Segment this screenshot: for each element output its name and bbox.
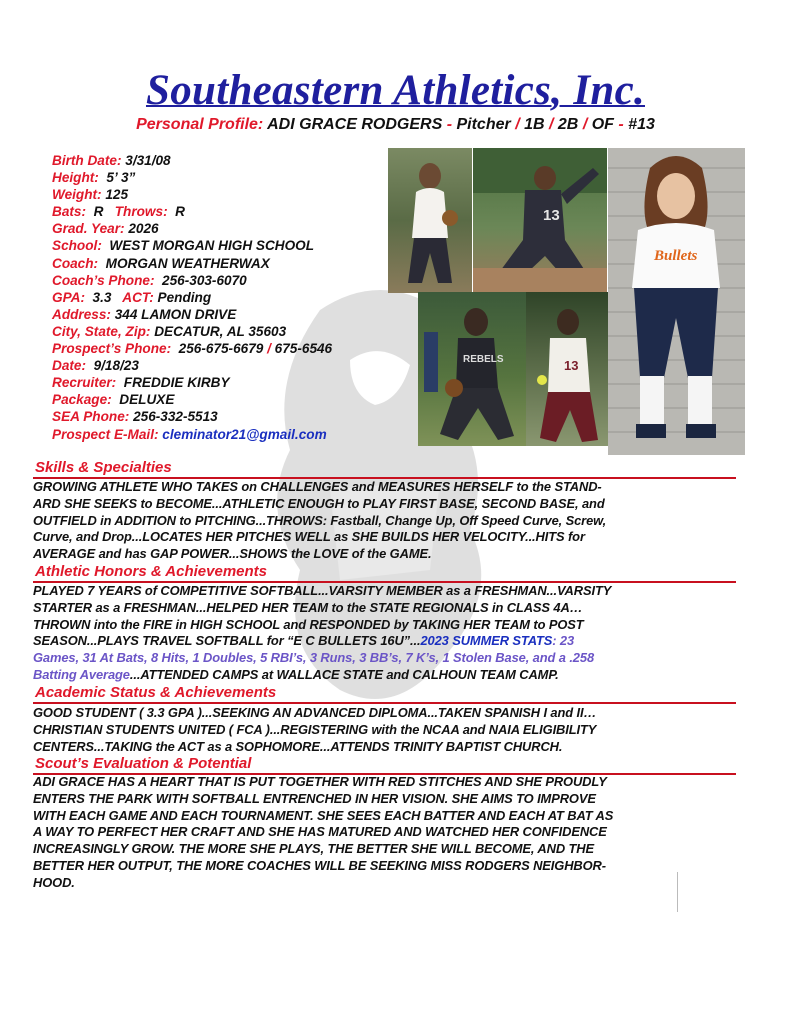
position-1b: 1B [524,116,545,133]
recruiter-row: Recruiter: FREDDIE KIRBY [52,375,230,391]
page-title: Southeastern Athletics, Inc. [145,67,645,114]
academic-heading: Academic Status & Achievements [35,684,277,701]
photo-pitching-delivery [473,148,607,293]
profile-info [52,152,332,443]
photo-pitching-stance [388,148,472,293]
email-row[interactable]: Prospect E-Mail: cleminator21@gmail.com [52,426,327,442]
photo-portrait [608,148,745,455]
coach-phone-row: Coach’s Phone: 256-303-6070 [52,272,247,288]
skills-body: GROWING ATHLETE WHO TAKES on CHALLENGES and MEASURES HERSELF to the STAND- ARD SHE SEEKS to BECOME...ATHLETIC ENOUGH to PLAY FIRST BASE, SECOND BASE, and OUTFIELD in ADDITION to PITCHING...THROWS: Fastball, Change Up, Off Speed Curve, Screw, Curve, and Drop...LOCATES HER PITCHES WELL as SHE BUILDS HER VELOCITY...HITS for AVERAGE and has GAP POWER...SHOWS the LOVE of the GAME. [33,479,607,562]
profile-label: Personal Profile: [136,116,264,133]
scout-heading: Scout’s Evaluation & Potential [35,755,252,772]
jersey-text-rebels: REBELS [463,354,504,365]
weight-row: Weight: 125 [52,187,129,203]
email-link[interactable]: cleminator21@gmail.com [162,426,327,442]
grad-year-row: Grad. Year: 2026 [52,221,159,237]
athletic-body: PLAYED 7 YEARS of COMPETITIVE SOFTBALL...VARSITY MEMBER as a FRESHMAN...VARSITY STARTER as a FRESHMAN...HELPED HER TEAM to the STATE REGIONALS in CLASS 4A… THROWN into the FIRE in HIGH SCHOOL and RESPONDED by TAKING HER TEAM to POST SEASON...PLAYS TRAVEL SOFTBALL for “E C BULLETS 16U”...2023 SUMMER STATS: 23 Games, 31 At Bats, 8 Hits, 1 Doubles, 5 RBI’s, 3 Runs, 3 BB’s, 7 K’s, 1 Stolen Base, and a .258 Batting Average...ATTENDED CAMPS at WALLACE STATE and CALHOUN TEAM CAMP. [33,583,745,684]
gpa-act-row: GPA: 3.3 ACT: Pending [52,289,212,305]
athletic-heading: Athletic Honors & Achievements [35,563,267,580]
date-row: Date: 9/18/23 [52,358,139,374]
position-2b: 2B [557,116,579,133]
address-row: Address: 344 LAMON DRIVE [52,306,237,322]
academic-divider [33,702,736,704]
coach-row: Coach: MORGAN WEATHERWAX [52,255,270,271]
photo-fielding-ready [418,292,526,446]
jersey-number: #13 [628,116,655,133]
school-row: School: WEST MORGAN HIGH SCHOOL [52,238,315,254]
package-row: Package: DELUXE [52,392,175,408]
jersey-number-13: 13 [543,207,560,224]
scout-body: ADI GRACE HAS A HEART THAT IS PUT TOGETHER WITH RED STITCHES AND SHE PROUDLY ENTERS THE PARK WITH SOFTBALL ENTRENCHED IN HER VISION. SHE AIMS TO IMPROVE WITH EACH GAME AND EACH TOURNAMENT. SHE SEES EACH BATTER AND EACH AT BAT AS A WAY TO PERFECT HER CRAFT AND SHE HAS MATURED AND WATCHED HER CONFIDENCE INCREASINGLY GROW. THE MORE SHE PLAYS, THE BETTER SHE WILL BECOME, AND THE BETTER HER OUTPUT, THE MORE COACHES WILL BE SEEKING MISS RODGERS NEIGHBOR- HOOD. [33,774,614,890]
summer-stats-line: Games, 31 At Bats, 8 Hits, 1 Doubles, 5 RBI’s, 3 Runs, 3 BB’s, 7 K’s, 1 Stolen Base, and a .258 [33,650,595,666]
personal-profile-line: Personal Profile: ADI GRACE RODGERS - Pitcher / 1B / 2B / OF - #13 [136,116,655,133]
height-row: Height: 5’ 3” [52,170,136,186]
academic-body: GOOD STUDENT ( 3.3 GPA )...SEEKING AN ADVANCED DIPLOMA...TAKEN SPANISH I and II… CHRISTIAN STUDENTS UNITED ( FCA )...REGISTERING with the NCAA and NAIA ELIGIBILITY CENTERS...TAKING the ACT as a SOPHOMORE...ATTENDS TRINITY BAPTIST CHURCH. [33,705,597,754]
city-row: City, State, Zip: DECATUR, AL 35603 [52,323,287,339]
svg-text:13: 13 [564,358,579,373]
sea-phone-row: SEA Phone: 256-332-5513 [52,409,218,425]
athlete-name: ADI GRACE RODGERS [267,116,443,133]
jersey-text-bullets: Bullets [654,248,698,264]
bats-throws-row: Bats: R Throws: R [52,204,185,220]
skills-heading: Skills & Specialties [35,459,172,476]
photo-fielding-ball [526,292,608,446]
summer-stats-label: 2023 SUMMER STATS [420,633,553,649]
birth-date-row: Birth Date: 3/31/08 [52,153,171,168]
position-of: OF [591,116,614,133]
position-pitcher: Pitcher [456,116,511,133]
prospect-phone-row: Prospect’s Phone: 256-675-6679 / 675-6546 [52,341,333,357]
margin-mark [677,872,678,912]
